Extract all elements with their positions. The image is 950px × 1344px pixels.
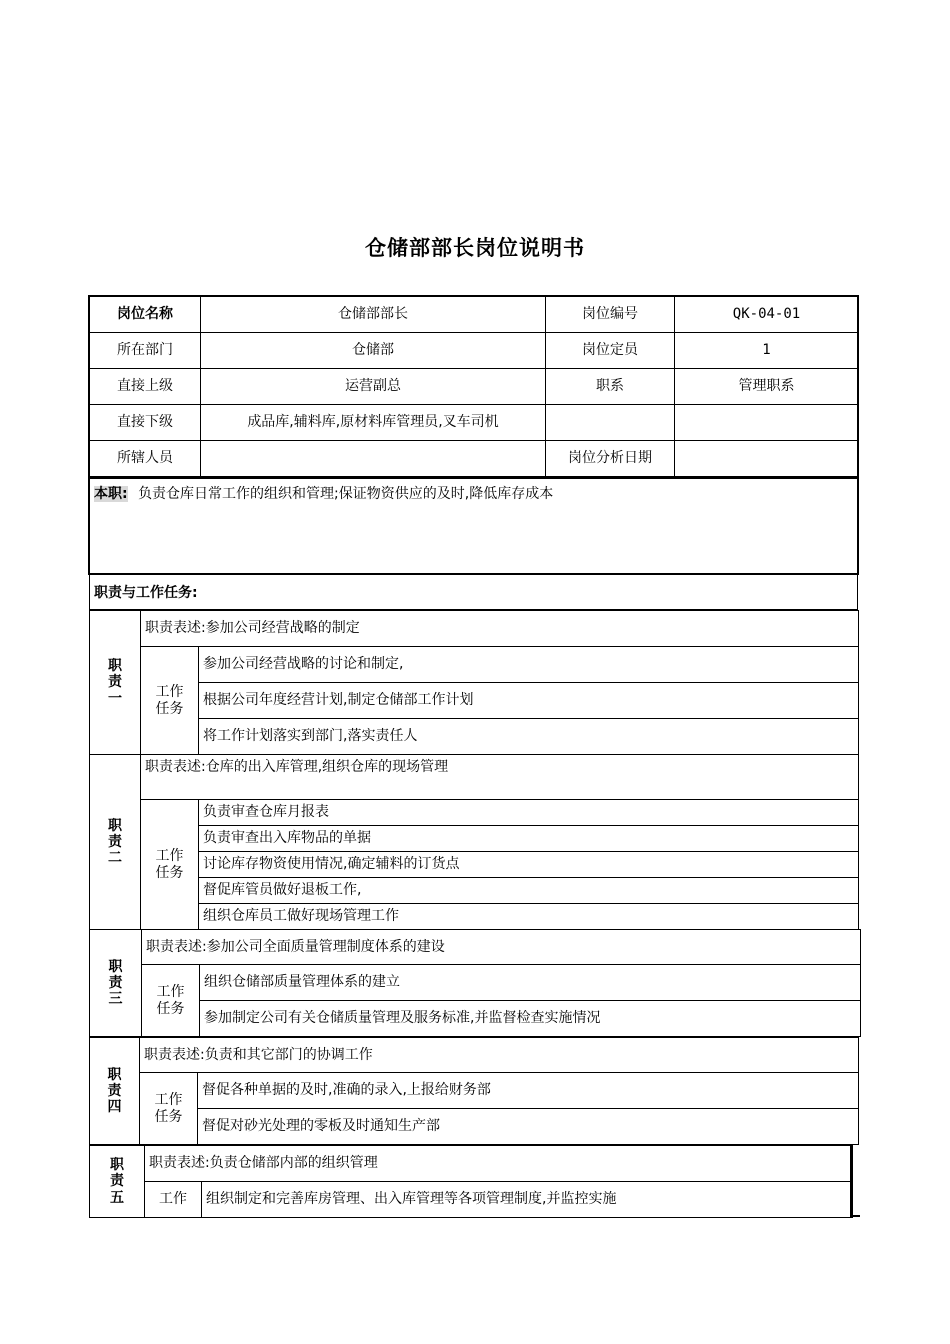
info-value-headcount: 1 [675, 333, 859, 369]
bottom-right-rule [850, 1145, 852, 1217]
document-title: 仓储部部长岗位说明书 [365, 236, 585, 260]
task-item: 负责审查仓库月报表 [199, 800, 859, 826]
info-label-position-name: 岗位名称 [90, 297, 201, 333]
task-label: 工作 任务 [142, 965, 200, 1037]
info-label-position-code: 岗位编号 [546, 297, 675, 333]
info-value-position-code: QK-04-01 [675, 297, 859, 333]
task-item: 组织仓库员工做好现场管理工作 [199, 904, 859, 930]
task-item: 督促库管员做好退板工作, [199, 878, 859, 904]
duty-label: 职 责 三 [90, 930, 142, 1037]
duty-description: 职责表述:参加公司经营战略的制定 [141, 611, 859, 647]
info-value-staff [201, 441, 546, 477]
bottom-right-tick [850, 1215, 860, 1217]
duty-description: 职责表述:仓库的出入库管理,组织仓库的现场管理 [141, 755, 859, 800]
duty-block-5 [89, 1145, 853, 1218]
info-label-headcount: 岗位定员 [546, 333, 675, 369]
info-value-analysis-date [675, 441, 859, 477]
info-value-department: 仓储部 [201, 333, 546, 369]
task-item: 讨论库存物资使用情况,确定辅料的订货点 [199, 852, 859, 878]
task-item: 督促对砂光处理的零板及时通知生产部 [198, 1109, 859, 1145]
info-value-subordinates: 成品库,辅料库,原材料库管理员,叉车司机 [201, 405, 546, 441]
main-duty-label: 本职: [94, 486, 128, 502]
main-duty-text: 负责仓库日常工作的组织和管理;保证物资供应的及时,降低库存成本 [138, 486, 554, 502]
task-label: 工作 [145, 1182, 202, 1218]
task-item: 督促各种单据的及时,准确的录入,上报给财务部 [198, 1073, 859, 1109]
duty-block-2 [89, 754, 859, 930]
task-item: 负责审查出入库物品的单据 [199, 826, 859, 852]
duty-description: 职责表述:参加公司全面质量管理制度体系的建设 [142, 930, 861, 965]
task-item: 根据公司年度经营计划,制定仓储部工作计划 [199, 683, 859, 719]
duty-block-3 [89, 929, 861, 1037]
duties-header [89, 574, 858, 610]
info-value-position-name: 仓储部部长 [201, 297, 546, 333]
duty-block-1 [89, 610, 859, 755]
duty-label: 职 责 五 [90, 1146, 145, 1218]
duties-header-text: 职责与工作任务: [94, 585, 198, 601]
info-value-job-family: 管理职系 [675, 369, 859, 405]
info-label-staff: 所辖人员 [90, 441, 201, 477]
task-item: 将工作计划落实到部门,落实责任人 [199, 719, 859, 755]
main-duty-box [89, 478, 858, 574]
info-empty-cell [546, 405, 675, 441]
task-item: 参加制定公司有关仓储质量管理及服务标准,并监督检查实施情况 [200, 1001, 861, 1037]
info-label-analysis-date: 岗位分析日期 [546, 441, 675, 477]
duty-description: 职责表述:负责仓储部内部的组织管理 [145, 1146, 853, 1182]
task-label: 工作 任务 [140, 1073, 198, 1145]
duty-label: 职 责 二 [90, 755, 141, 930]
info-label-job-family: 职系 [546, 369, 675, 405]
duty-label: 职 责 一 [90, 611, 141, 755]
task-item: 组织仓储部质量管理体系的建立 [200, 965, 861, 1001]
info-label-department: 所在部门 [90, 333, 201, 369]
duty-description: 职责表述:负责和其它部门的协调工作 [140, 1038, 859, 1073]
info-table [89, 296, 859, 477]
task-label: 工作 任务 [141, 647, 199, 755]
task-label: 工作 任务 [141, 800, 199, 930]
duty-label: 职 责 四 [90, 1038, 140, 1145]
info-value-superior: 运营副总 [201, 369, 546, 405]
info-label-subordinates: 直接下级 [90, 405, 201, 441]
task-item: 组织制定和完善库房管理、出入库管理等各项管理制度,并监控实施 [202, 1182, 853, 1218]
duty-block-4 [89, 1037, 859, 1145]
task-item: 参加公司经营战略的讨论和制定, [199, 647, 859, 683]
info-label-superior: 直接上级 [90, 369, 201, 405]
info-empty-cell [675, 405, 859, 441]
